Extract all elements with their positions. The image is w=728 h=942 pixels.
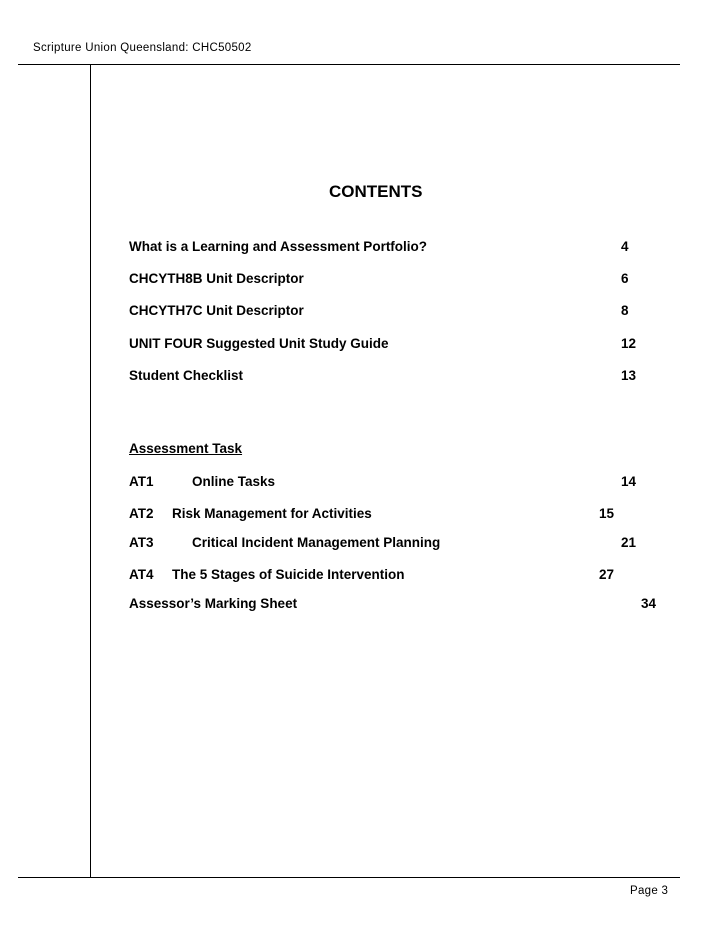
toc-entry-chcyth8b-label: CHCYTH8B Unit Descriptor bbox=[129, 271, 304, 286]
toc-task-at3-page: 21 bbox=[621, 535, 637, 550]
toc-entry-checklist-page: 13 bbox=[621, 368, 637, 383]
toc-task-at3-label: Critical Incident Management Planning bbox=[192, 535, 441, 550]
assessment-task-heading: Assessment Task bbox=[129, 441, 243, 456]
toc-task-at4-label: The 5 Stages of Suicide Intervention bbox=[172, 567, 405, 582]
toc-entry-chcyth7c-label: CHCYTH7C Unit Descriptor bbox=[129, 303, 304, 318]
toc-task-at4-page: 27 bbox=[599, 567, 615, 582]
toc-task-at2-page: 15 bbox=[599, 506, 615, 521]
toc-task-at1-page: 14 bbox=[621, 474, 637, 489]
toc-entry-portfolio-label: What is a Learning and Assessment Portfolio? bbox=[129, 239, 428, 254]
toc-entry-portfolio-page: 4 bbox=[621, 239, 629, 254]
toc-entry-checklist-label: Student Checklist bbox=[129, 368, 244, 383]
toc-task-at1-code: AT1 bbox=[129, 474, 154, 489]
toc-task-at2-label: Risk Management for Activities bbox=[172, 506, 372, 521]
page-number: Page 3 bbox=[630, 885, 669, 897]
toc-entry-study-guide-label: UNIT FOUR Suggested Unit Study Guide bbox=[129, 336, 389, 351]
left-margin-line bbox=[90, 64, 91, 877]
toc-marking-sheet-label: Assessor’s Marking Sheet bbox=[129, 596, 298, 611]
toc-entry-study-guide-page: 12 bbox=[621, 336, 637, 351]
toc-task-at1-label: Online Tasks bbox=[192, 474, 276, 489]
toc-task-at2-code: AT2 bbox=[129, 506, 154, 521]
toc-task-at4-code: AT4 bbox=[129, 567, 154, 582]
page-title: CONTENTS bbox=[329, 182, 423, 201]
toc-entry-chcyth8b-page: 6 bbox=[621, 271, 629, 286]
toc-task-at3-code: AT3 bbox=[129, 535, 154, 550]
running-header: Scripture Union Queensland: CHC50502 bbox=[33, 42, 252, 54]
footer-rule bbox=[18, 877, 680, 878]
header-rule bbox=[18, 64, 680, 65]
toc-entry-chcyth7c-page: 8 bbox=[621, 303, 629, 318]
toc-marking-sheet-page: 34 bbox=[641, 596, 657, 611]
